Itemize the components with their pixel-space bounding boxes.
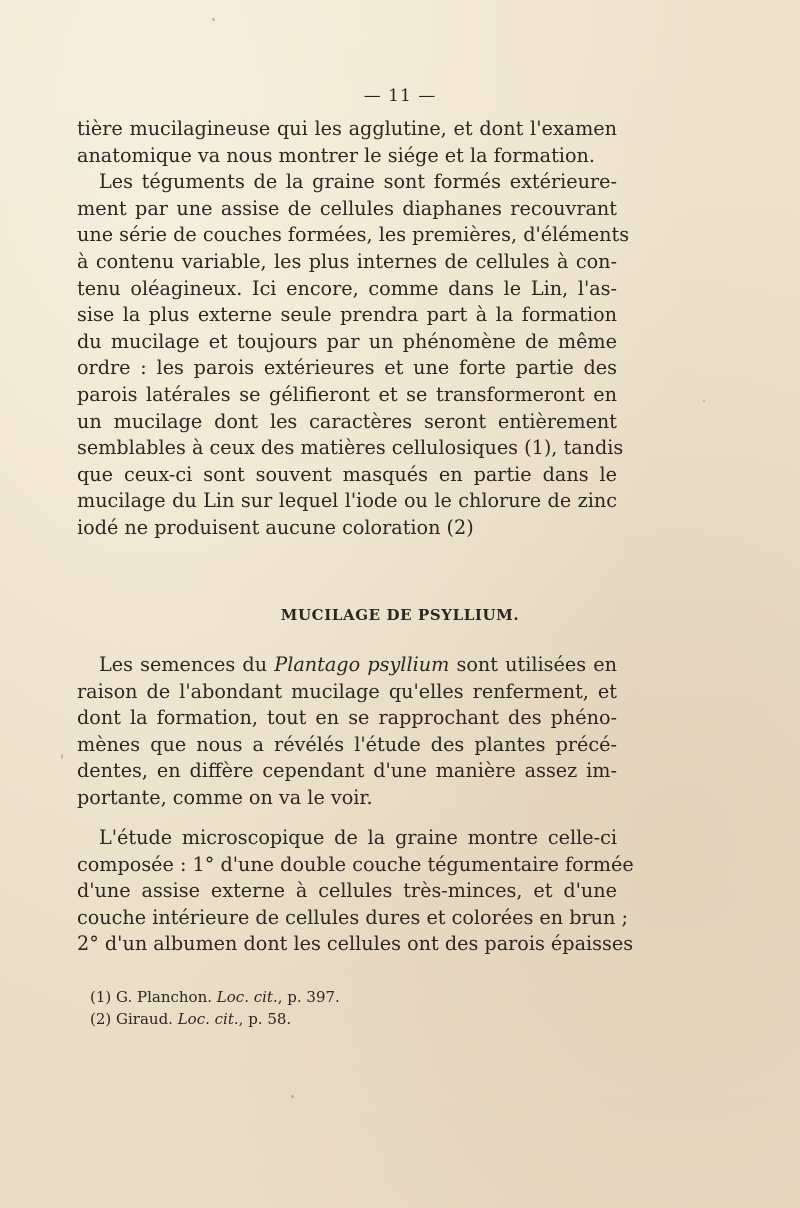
paragraph-continuation — [77, 116, 617, 169]
footnote-text: (2) Giraud. — [90, 1010, 178, 1028]
text-line: L'étude microscopique de la graine montre celle-ci — [99, 826, 617, 849]
text-line: semblables à ceux des matières cellulosiques (1), tandis — [77, 436, 624, 460]
text-line: composée : 1° d'une double couche tégumentaire formée — [77, 852, 634, 876]
text-line: ment par une assise de cellules diaphanes recouvrant — [77, 196, 617, 220]
footnote-text: , p. 58. — [238, 1010, 292, 1028]
paper-speck — [703, 400, 705, 402]
text-line: un mucilage dont les caractères seront entièrement — [77, 409, 617, 433]
text-line: dont la formation, tout en se rapprochant des phéno- — [77, 706, 617, 730]
paragraph-teguments — [77, 169, 630, 541]
text-line: sise la plus externe seule prendra part à la formation — [77, 303, 617, 327]
text-line: portante, comme on va le voir. — [77, 785, 373, 809]
text-line: une série de couches formées, les premières, d'éléments — [77, 223, 630, 247]
footnote-1 — [90, 986, 590, 1008]
text-line: à contenu variable, les plus internes de cellules à con- — [77, 249, 617, 273]
paper-speck — [61, 754, 63, 759]
text-line: dentes, en diffère cependant d'une manière assez im- — [77, 759, 617, 783]
text-line: parois latérales se gélifieront et se transformeront en — [77, 382, 617, 406]
footnotes — [90, 986, 590, 1030]
text-line: d'une assise externe à cellules très-minces, et d'une — [77, 879, 617, 903]
text-line: iodé ne produisent aucune coloration (2) — [77, 515, 474, 539]
text-line: du mucilage et toujours par un phénomène de même — [77, 329, 617, 353]
section-heading: MUCILAGE DE PSYLLIUM. — [280, 606, 520, 624]
text-line: que ceux-ci sont souvent masqués en partie dans le — [77, 462, 617, 486]
text-line — [77, 652, 617, 679]
paper-speck — [212, 18, 215, 21]
footnote-citation: Loc. cit. — [216, 988, 278, 1006]
page-number: — 11 — — [363, 86, 437, 106]
text-line: ordre : les parois extérieures et une forte partie des — [77, 356, 617, 380]
text-line: mènes que nous a révélés l'étude des plantes précé- — [77, 732, 617, 756]
footnote-2 — [90, 1008, 590, 1030]
footnote-text: (1) G. Planchon. — [90, 988, 217, 1006]
species-name: Plantago psyllium — [274, 653, 450, 676]
footnote-text: , p. 397. — [277, 988, 340, 1006]
paragraph-psyllium-intro — [77, 652, 617, 812]
paper-speck — [291, 1095, 294, 1098]
text-line: mucilage du Lin sur lequel l'iode ou le chlorure de zinc — [77, 489, 617, 513]
text-line: raison de l'abondant mucilage qu'elles renferment, et — [77, 679, 617, 703]
text-line: 2° d'un albumen dont les cellules ont des parois épaisses — [77, 932, 634, 956]
text-line: Les téguments de la graine sont formés extérieure- — [99, 170, 617, 194]
text-line: anatomique va nous montrer le siége et la formation. — [77, 143, 595, 167]
text-line: couche intérieure de cellules dures et colorées en brun ; — [77, 905, 628, 929]
paragraph-microscopic-study — [77, 825, 634, 958]
footnote-citation: Loc. cit. — [177, 1010, 239, 1028]
text-fragment: Les semences du — [99, 653, 275, 676]
text-fragment: sont utilisées en — [449, 653, 617, 676]
text-line: tière mucilagineuse qui les agglutine, et dont l'examen — [77, 117, 617, 140]
text-line: tenu oléagineux. Ici encore, comme dans le Lin, l'as- — [77, 276, 617, 300]
